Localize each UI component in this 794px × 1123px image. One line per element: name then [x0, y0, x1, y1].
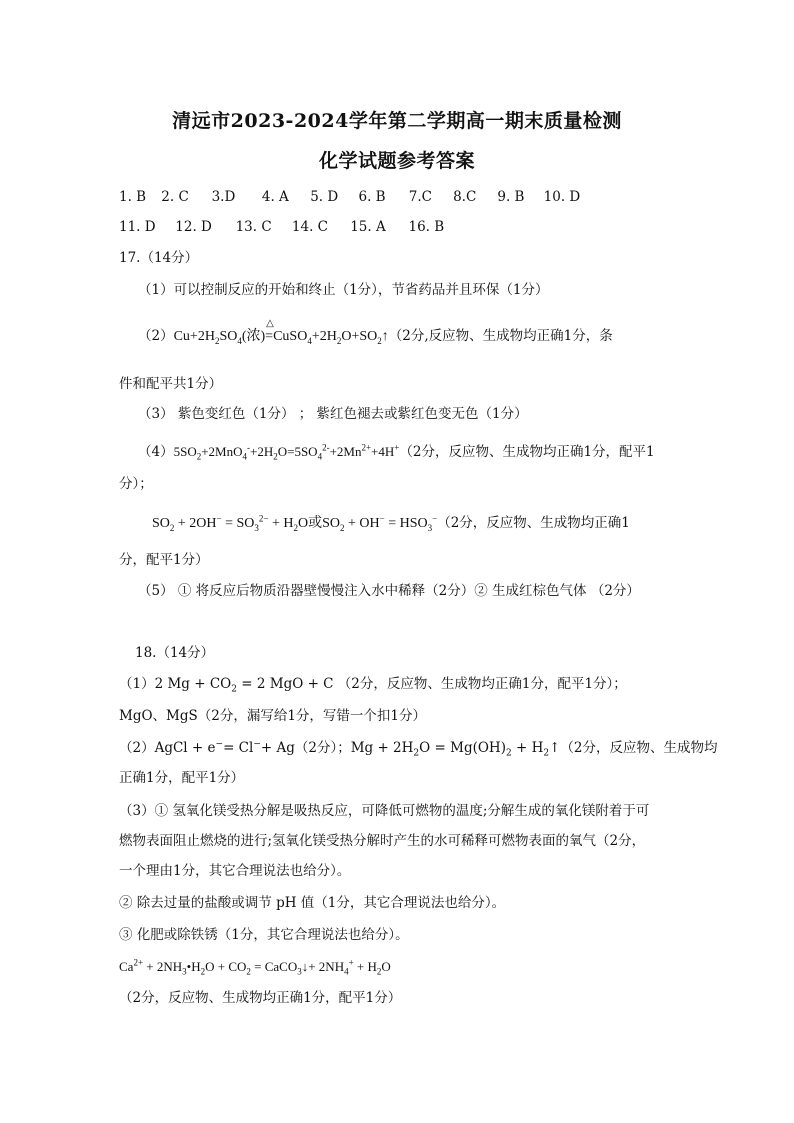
- answer-item: 8.C: [453, 189, 477, 205]
- answer-item: 16. B: [408, 219, 445, 235]
- q18-part2: （2）AgCl + e−= Cl−+ Ag（2分）；$Mg + 2H_2O = Mg(OH)_2$ + $H_2↑(2$分，反应物、生成物均: [119, 739, 718, 759]
- answer-item: 9. B: [497, 189, 525, 205]
- answers-row-2: [119, 217, 458, 237]
- answer-item: 13. C: [235, 219, 272, 235]
- answer-item: 2. C: [161, 189, 189, 205]
- answer-item: 5. D: [310, 189, 339, 205]
- document-subtitle: 化学试题参考答案: [318, 150, 475, 172]
- answer-item: 3.D: [211, 189, 236, 205]
- q18-equation: $Ca^{2+}$ + $2NH_3•H_2O + CO_2$ = CaCO$_3$↓+ $2NH_4^+ + H_2O$: [119, 957, 391, 977]
- q17-header: 17.（14分）: [119, 250, 199, 266]
- q18-part3-line3: 一个理由1分，其它合理说法也给分）。: [119, 863, 351, 879]
- answers-row-1: [119, 187, 588, 207]
- answer-item: 1. B: [119, 189, 147, 205]
- answer-item: 10. D: [543, 189, 581, 205]
- q17-part4-cont: 分）；: [119, 476, 153, 492]
- q18-part3-line4: ② 除去过量的盐酸或调节 pH 值（1分，其它合理说法也给分）。: [119, 895, 506, 911]
- q18-part3-line6: （2分，反应物、生成物均正确1分，配平1分）: [119, 990, 402, 1006]
- q17-equation-2: $5SO_2+2MnO_4^-+2H_2O=5SO_4^{2-}+2Mn^{2+}+4H^+$: [173, 442, 400, 462]
- q18-part1: （1）2 $Mg + CO_2 = 2$ MgO + C （2分，反应物、生成物均正确1分，配平1分）；: [119, 676, 627, 695]
- answer-item: 12. D: [175, 219, 212, 235]
- q17-equation-3: $SO_2 + 2OH^- = SO_3^{2-} + H_2O$或$SO_2 + OH^- = HSO_3^-$: [152, 513, 438, 533]
- q18-part1-b: MgO、MgS（2分，漏写给1分，写错一个扣1分）: [119, 708, 427, 724]
- q17-part1: （1）可以控制反应的开始和终止（1分），节省药品并且环保（1分）: [138, 282, 549, 298]
- answer-item: 15. A: [350, 219, 386, 235]
- q18-part3-line5: ③ 化肥或除铁锈（1分，其它合理说法也给分）。: [119, 927, 409, 943]
- q17-part5: （5） ① 将反应后物质沿器壁慢慢注入水中稀释（2分）② 生成红棕色气体 （2分）: [138, 583, 640, 599]
- answer-item: 14. C: [291, 219, 328, 235]
- q17-part2-cont: 件和配平共1分）: [119, 376, 223, 392]
- q17-part4-b-cont: 分，配平1分）: [119, 552, 209, 568]
- q18-part2-cont: 正确1分，配平1分）: [119, 770, 245, 786]
- gas-arrow-icon: ↑: [381, 329, 389, 344]
- answer-item: 11. D: [119, 219, 156, 235]
- heat-equals-sign: △ =: [265, 318, 274, 344]
- q17-equation-1: $Cu+2H_2SO_4$(浓) △ $=CuSO_4+2H_2O+SO_2↑$: [173, 318, 389, 346]
- q17-part4-b: $SO_2 + 2OH^- = SO_3^{2-} + H_2O$或$SO_2 + OH^- = HSO_3^-(2$分，反应物、生成物均正确1: [152, 513, 630, 533]
- answer-item: 7.C: [408, 189, 432, 205]
- answer-item: 4. A: [261, 189, 289, 205]
- q18-part3-line2: 燃物表面阻止燃烧的进行;氢氧化镁受热分解时产生的水可稀释可燃物表面的氧气（2分，: [119, 833, 646, 849]
- q18-header: 18.（14分）: [135, 645, 215, 661]
- q18-part3-line1: （3）① 氢氧化镁受热分解是吸热反应，可降低可燃物的温度;分解生成的氧化镁附着于可: [119, 803, 650, 819]
- q17-part2: $(2)Cu+2H_2SO_4$(浓) △ $=CuSO_4+2H_2O+SO_2↑(2$分,反应物、生成物均正确1分，条: [138, 318, 613, 346]
- q17-part4: $(4)5SO_2+2MnO_4^-+2H_2O=5SO_4^{2-}+2Mn^{2+}+4H^+(2$分，反应物、生成物均正确1分，配平1: [138, 442, 655, 462]
- document-title: 清远市2023-2024学年第二学期高一期末质量检测: [172, 110, 622, 132]
- answer-item: 6. B: [358, 189, 386, 205]
- q17-part3: （3） 紫色变红色（1分） ； 紫红色褪去或紫红色变无色（1分）: [138, 406, 528, 422]
